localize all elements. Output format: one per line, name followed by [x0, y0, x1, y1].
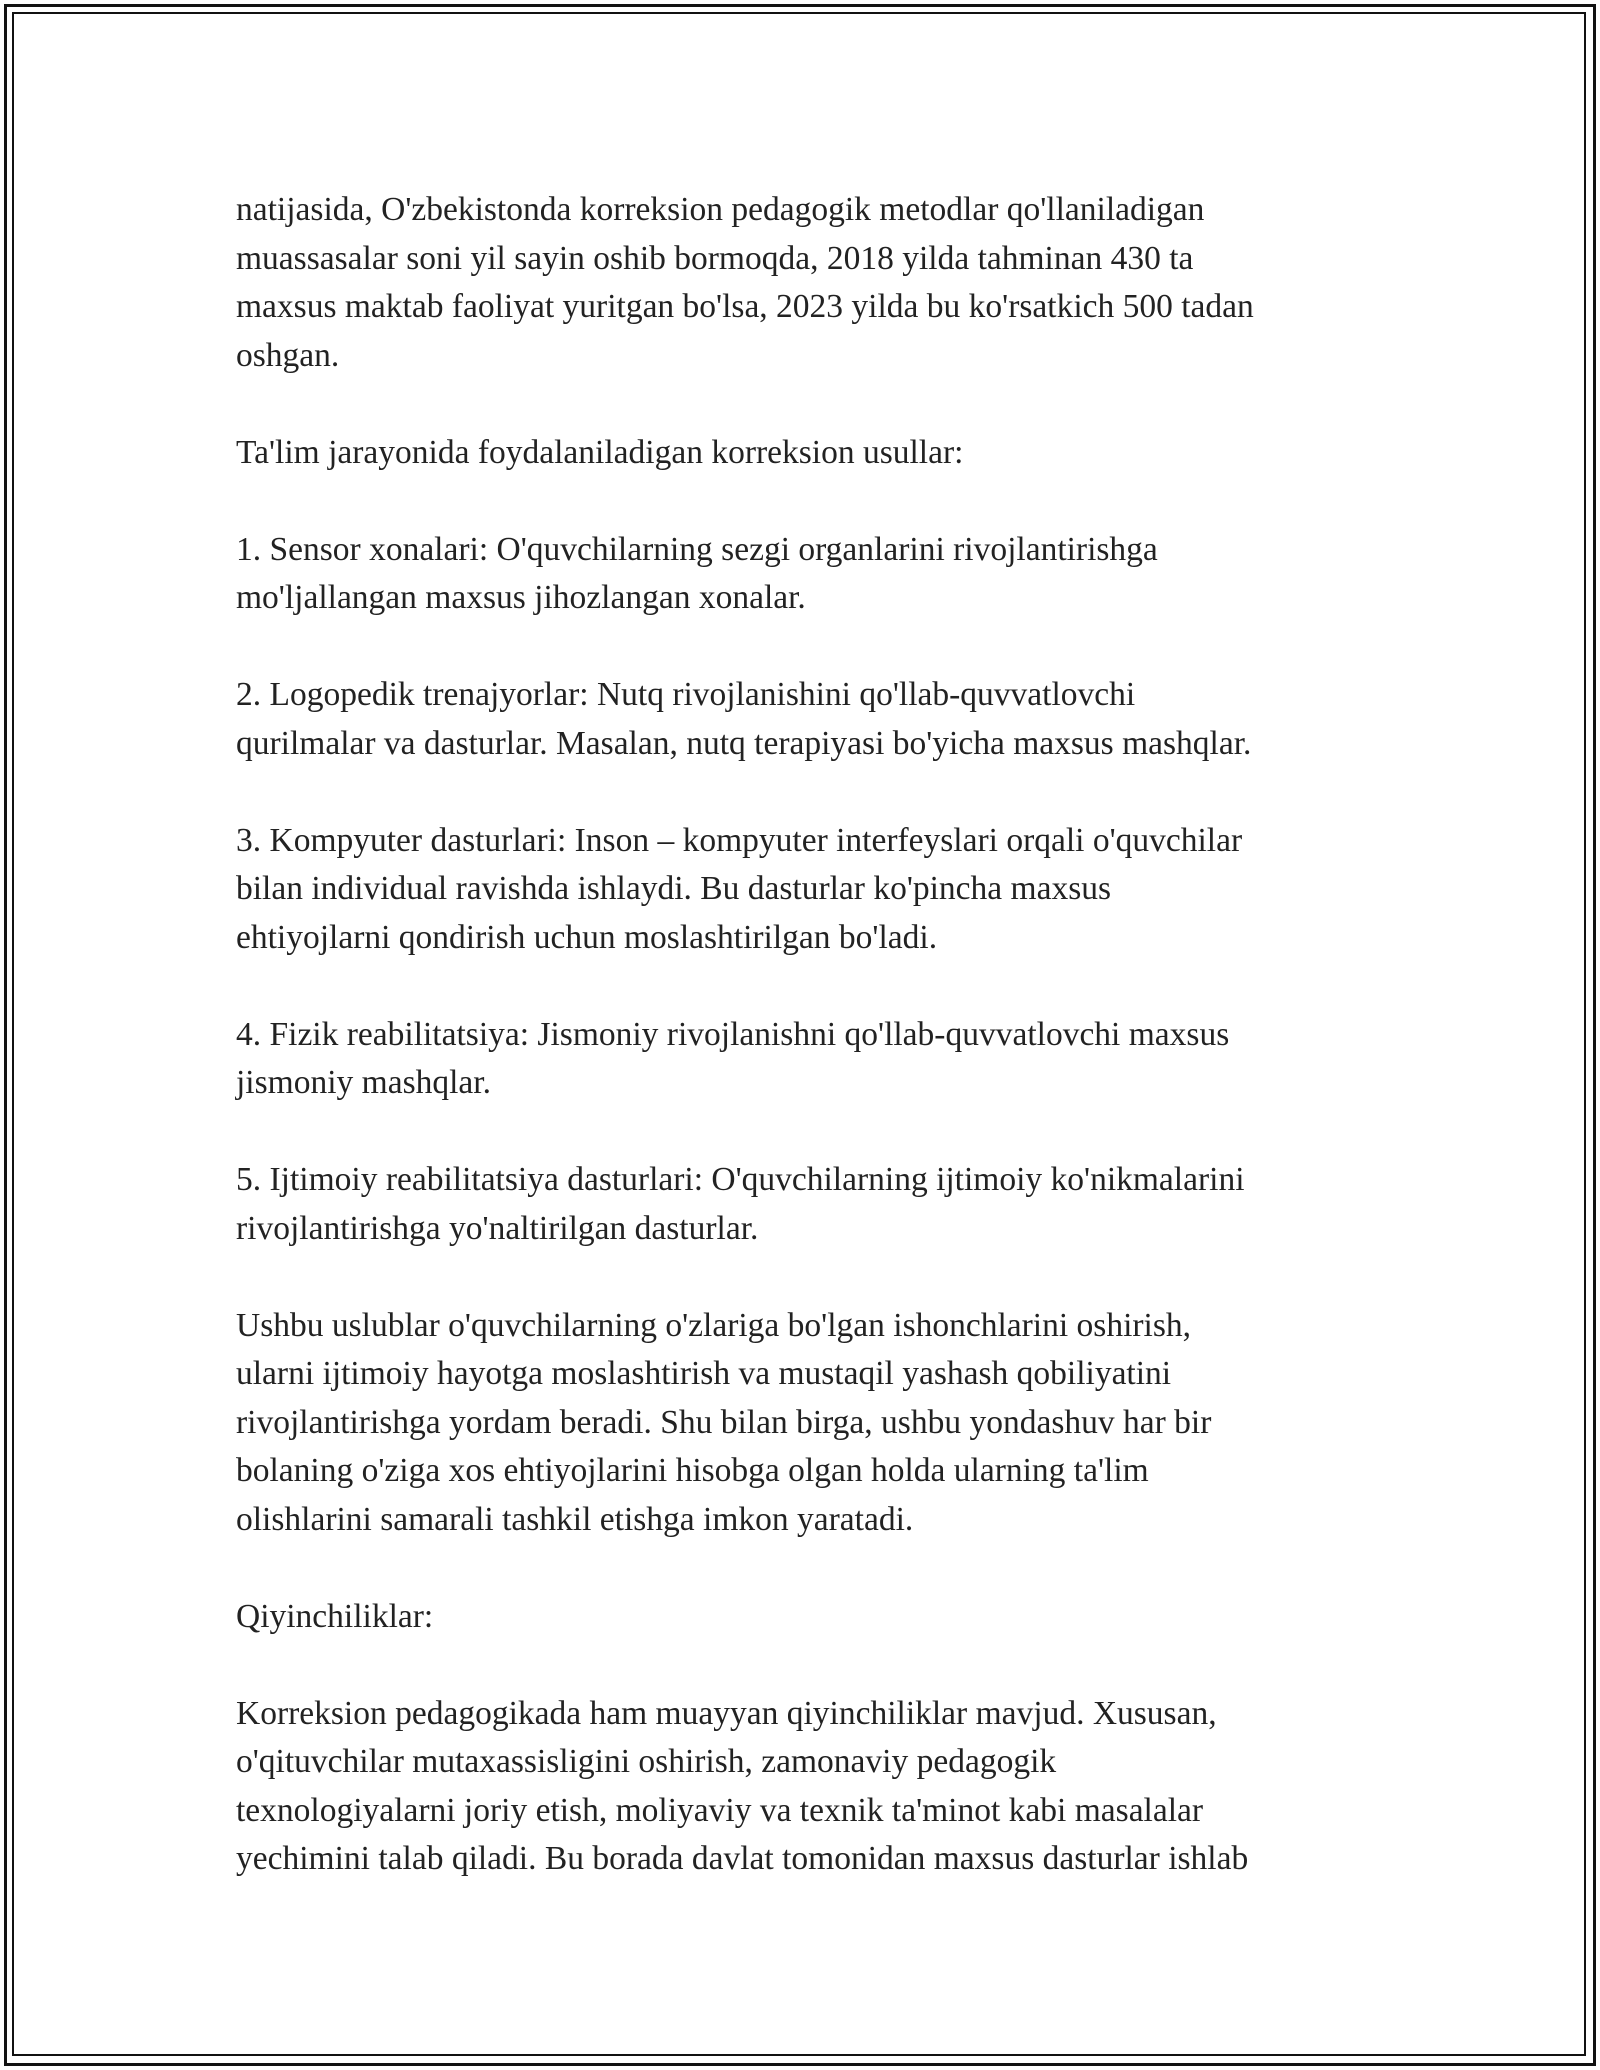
text-line: ehtiyojlarni qondirish uchun moslashtirilgan bo'ladi. [236, 918, 938, 956]
text-line: o'qituvchilar mutaxassisligini oshirish, zamonaviy pedagogik [236, 1743, 1057, 1780]
text-line: muassasalar soni yil sayin oshib bormoqda, 2018 yilda tahminan 430 ta [236, 239, 1194, 277]
text-line: bolaning o'ziga xos ehtiyojlarini hisobga olgan holda ularning ta'lim [236, 1452, 1149, 1489]
list-item-computer-programs [236, 817, 1416, 963]
text-line: yechimini talab qiladi. Bu borada davlat tomonidan maxsus dasturlar ishlab [236, 1840, 1249, 1877]
text-line: 1. Sensor xonalari: O'quvchilarning sezgi organlarini rivojlantirishga [236, 530, 1158, 568]
text-line: 4. Fizik reabilitatsiya: Jismoniy rivojlanishni qo'llab-quvvatlovchi maxsus [236, 1015, 1230, 1053]
text-line: rivojlantirishga yo'naltirilgan dasturlar. [236, 1209, 759, 1247]
text-line: mo'ljallangan maxsus jihozlangan xonalar. [236, 579, 806, 616]
text-line: Korreksion pedagogikada ham muayyan qiyinchiliklar mavjud. Xususan, [236, 1694, 1217, 1732]
text-line: ularni ijtimoiy hayotga moslashtirish va mustaqil yashash qobiliyatini [236, 1355, 1172, 1392]
list-item-sensor-rooms [236, 526, 1416, 623]
list-item-social-rehab [236, 1156, 1416, 1253]
text-line: 5. Ijtimoiy reabilitatsiya dasturlari: O'quvchilarning ijtimoiy ko'nikmalarini [236, 1161, 1245, 1198]
text-line: oshgan. [236, 336, 340, 374]
document-body [236, 186, 1416, 1932]
list-item-physical-rehab [236, 1011, 1416, 1108]
text-line: 2. Logopedik trenajyorlar: Nutq rivojlanishini qo'llab-quvvatlovchi [236, 676, 1136, 713]
list-item-speech-trainers [236, 671, 1416, 768]
paragraph-benefits [236, 1302, 1416, 1545]
text-line: qurilmalar va dasturlar. Masalan, nutq terapiyasi bo'yicha maxsus mashqlar. [236, 724, 1252, 762]
paragraph-challenges [236, 1690, 1416, 1884]
text-line: Ushbu uslublar o'quvchilarning o'zlariga bo'lgan ishonchlarini oshirish, [236, 1306, 1192, 1344]
paragraph-methods-heading [236, 429, 1416, 478]
text-line: texnologiyalarni joriy etish, moliyaviy va texnik ta'minot kabi masalalar [236, 1791, 1204, 1829]
text-line: Qiyinchiliklar: [236, 1597, 434, 1635]
text-line: bilan individual ravishda ishlaydi. Bu dasturlar ko'pincha maxsus [236, 870, 1112, 907]
text-line: 3. Kompyuter dasturlari: Inson – kompyuter interfeyslari orqali o'quvchilar [236, 821, 1243, 859]
text-line: jismoniy mashqlar. [236, 1064, 491, 1101]
paragraph-intro [236, 186, 1416, 380]
text-line: maxsus maktab faoliyat yuritgan bo'lsa, 2023 yilda bu ko'rsatkich 500 tadan [236, 288, 1254, 325]
text-line: natijasida, O'zbekistonda korreksion pedagogik metodlar qo'llaniladigan [236, 191, 1205, 228]
text-line: rivojlantirishga yordam beradi. Shu bilan birga, ushbu yondashuv har bir [236, 1403, 1212, 1441]
text-line: Ta'lim jarayonida foydalaniladigan korreksion usullar: [236, 433, 964, 471]
section-heading-challenges [236, 1593, 1416, 1642]
text-line: olishlarini samarali tashkil etishga imkon yaratadi. [236, 1500, 914, 1538]
